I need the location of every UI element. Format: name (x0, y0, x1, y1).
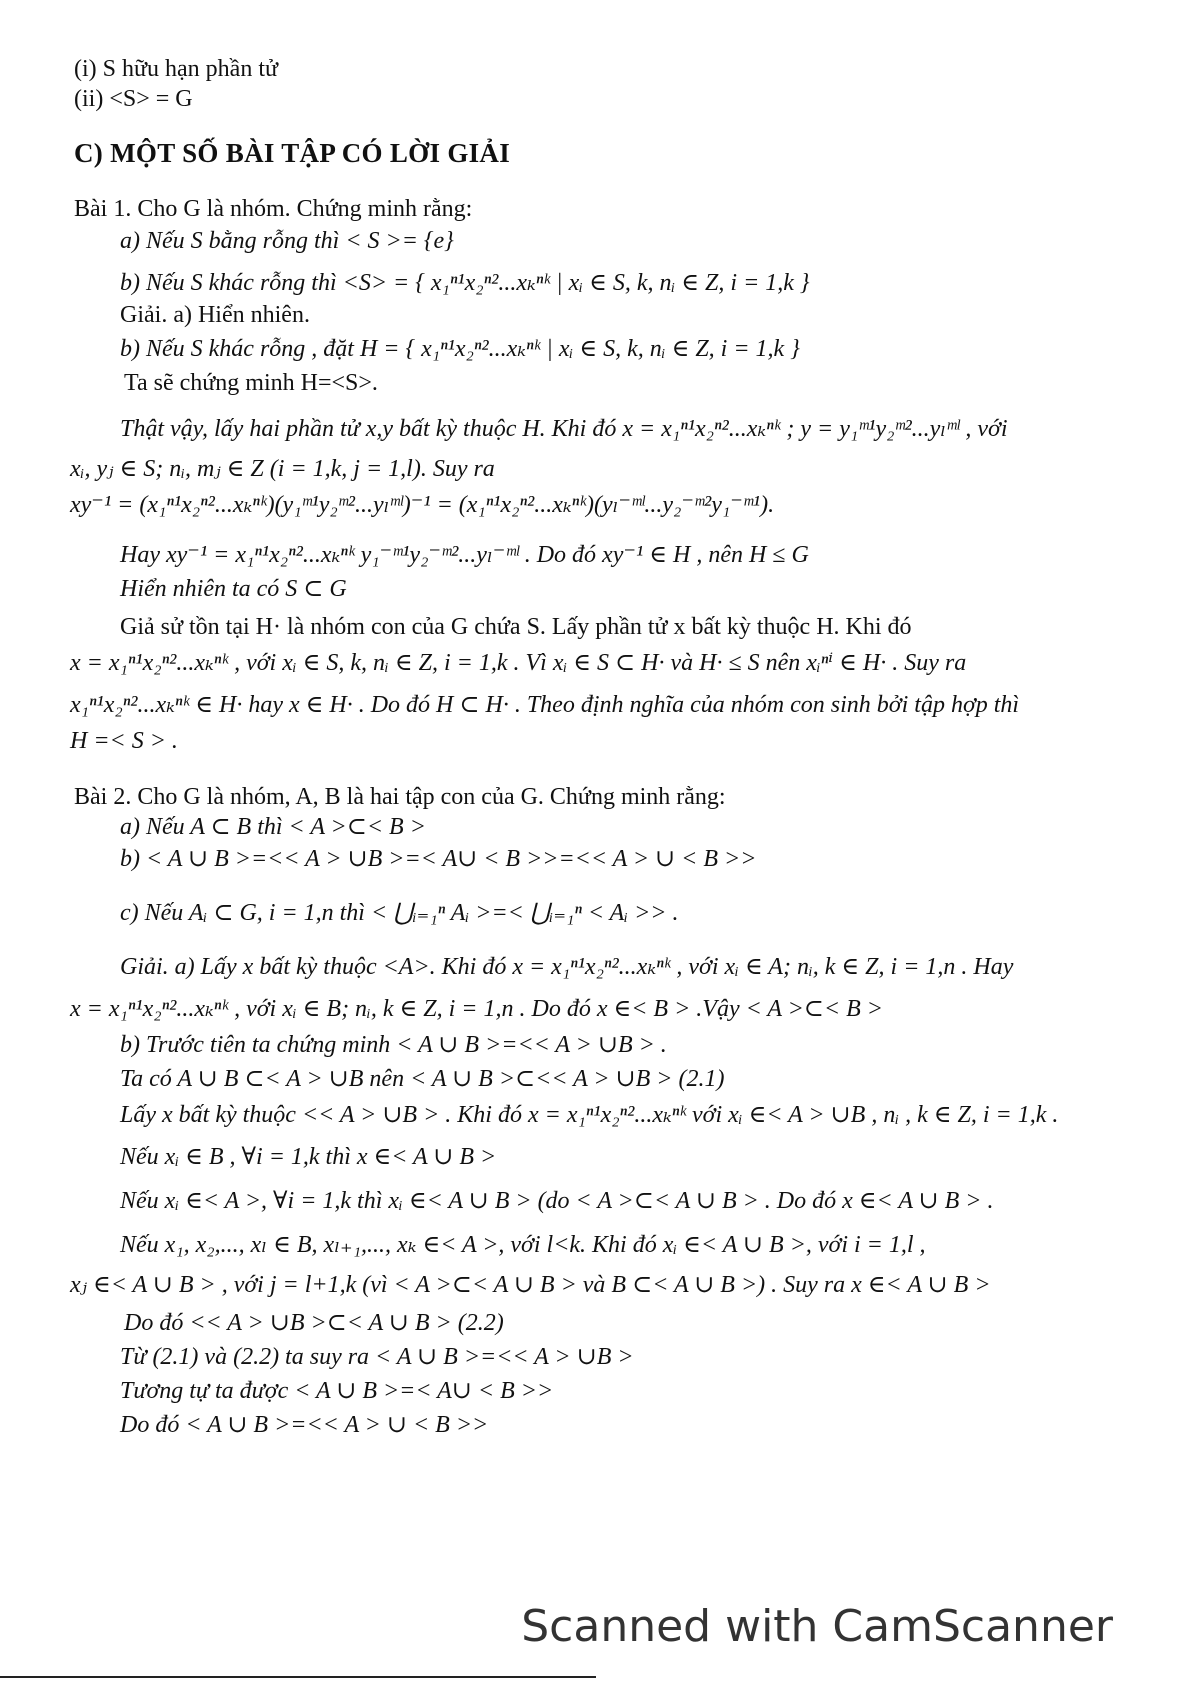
text-line: Lấy x bất kỳ thuộc << A > ∪B > . Khi đó x = x₁ⁿ¹x₂ⁿ²...xₖⁿᵏ với xᵢ ∈< A > ∪B , nᵢ , k ∈ Z, i = 1,k . (120, 1102, 1059, 1128)
text-line: b) Nếu S khác rỗng thì <S> = { x₁ⁿ¹x₂ⁿ²...xₖⁿᵏ | xᵢ ∈ S, k, nᵢ ∈ Z, i = 1,k } (120, 270, 810, 296)
text-line: Từ (2.1) và (2.2) ta suy ra < A ∪ B >=<< A > ∪B > (120, 1344, 634, 1370)
text-line: Nếu xᵢ ∈ B , ∀i = 1,k thì x ∈< A ∪ B > (120, 1144, 497, 1170)
text-line: c) Nếu Aᵢ ⊂ G, i = 1,n thì < ⋃ᵢ₌₁ⁿ Aᵢ >=< ⋃ᵢ₌₁ⁿ < Aᵢ >> . (120, 900, 679, 926)
text-line: b) Nếu S khác rỗng , đặt H = { x₁ⁿ¹x₂ⁿ²...xₖⁿᵏ | xᵢ ∈ S, k, nᵢ ∈ Z, i = 1,k } (120, 336, 800, 362)
text-line: Nếu x₁, x₂,..., xₗ ∈ B, xₗ₊₁,..., xₖ ∈< A >, với l<k. Khi đó xᵢ ∈< A ∪ B >, với i = 1,l , (120, 1232, 926, 1258)
text-line: x₁ⁿ¹x₂ⁿ²...xₖⁿᵏ ∈ H· hay x ∈ H· . Do đó H ⊂ H· . Theo định nghĩa của nhóm con sinh bởi tập hợp thì (70, 692, 1020, 718)
text-line: xᵢ, yⱼ ∈ S; nᵢ, mⱼ ∈ Z (i = 1,k, j = 1,l). Suy ra (70, 456, 495, 482)
text-line: b) < A ∪ B >=<< A > ∪B >=< A∪ < B >>=<< A > ∪ < B >> (120, 846, 757, 872)
list-item: (ii) <S> = G (74, 86, 193, 112)
section-heading: C) MỘT SỐ BÀI TẬP CÓ LỜI GIẢI (74, 138, 511, 168)
text-line: Nếu xᵢ ∈< A >, ∀i = 1,k thì xᵢ ∈< A ∪ B > (do < A >⊂< A ∪ B > . Do đó x ∈< A ∪ B > . (120, 1188, 994, 1214)
text-line: Do đó << A > ∪B >⊂< A ∪ B > (2.2) (124, 1310, 504, 1336)
text-line: b) Trước tiên ta chứng minh < A ∪ B >=<< A > ∪B > . (120, 1032, 667, 1058)
text-line: Hiển nhiên ta có S ⊂ G (120, 576, 347, 602)
equation: xy⁻¹ = (x₁ⁿ¹x₂ⁿ²...xₖⁿᵏ)(y₁ᵐ¹y₂ᵐ²...yₗᵐˡ)⁻¹ = (x₁ⁿ¹x₂ⁿ²...xₖⁿᵏ)(yₗ⁻ᵐˡ...y₂⁻ᵐ²y₁⁻ᵐ¹). (70, 492, 775, 518)
text-line: a) Nếu S bằng rỗng thì < S >= {e} (120, 228, 454, 254)
solution-line: Giải. a) Lấy x bất kỳ thuộc <A>. Khi đó x = x₁ⁿ¹x₂ⁿ²...xₖⁿᵏ , với xᵢ ∈ A; nᵢ, k ∈ Z, i = 1,n . Hay (120, 954, 1014, 980)
text-line: xⱼ ∈< A ∪ B > , với j = l+1,k (vì < A >⊂< A ∪ B > và B ⊂< A ∪ B >) . Suy ra x ∈< A ∪ B > (70, 1272, 991, 1298)
camscanner-watermark: Scanned with CamScanner (521, 1601, 1113, 1652)
text-line: Tương tự ta được < A ∪ B >=< A∪ < B >> (120, 1378, 554, 1404)
exercise-2-statement: Bài 2. Cho G là nhóm, A, B là hai tập con của G. Chứng minh rằng: (74, 784, 726, 810)
text-line: Ta có A ∪ B ⊂< A > ∪B nên < A ∪ B >⊂<< A > ∪B > (2.1) (120, 1066, 725, 1092)
text-line: x = x₁ⁿ¹x₂ⁿ²...xₖⁿᵏ , với xᵢ ∈ B; nᵢ, k ∈ Z, i = 1,n . Do đó x ∈< B > .Vậy < A >⊂< B > (70, 996, 883, 1022)
exercise-1-statement: Bài 1. Cho G là nhóm. Chứng minh rằng: (74, 196, 473, 222)
text-line: Hay xy⁻¹ = x₁ⁿ¹x₂ⁿ²...xₖⁿᵏ y₁⁻ᵐ¹y₂⁻ᵐ²...yₗ⁻ᵐˡ . Do đó xy⁻¹ ∈ H , nên H ≤ G (120, 542, 809, 568)
text-line: H =< S > . (70, 728, 178, 754)
text-line: Ta sẽ chứng minh H=<S>. (124, 370, 378, 396)
bottom-divider (0, 1676, 596, 1678)
text-line: x = x₁ⁿ¹x₂ⁿ²...xₖⁿᵏ , với xᵢ ∈ S, k, nᵢ ∈ Z, i = 1,k . Vì xᵢ ∈ S ⊂ H· và H· ≤ S nên xᵢⁿⁱ ∈ H· . Suy ra (70, 650, 967, 676)
solution-label: Giải. a) Hiển nhiên. (120, 302, 310, 328)
text-line: Thật vậy, lấy hai phần tử x,y bất kỳ thuộc H. Khi đó x = x₁ⁿ¹x₂ⁿ²...xₖⁿᵏ ; y = y₁ᵐ¹y₂ᵐ²...yₗᵐˡ , với (120, 416, 1008, 442)
text-line: a) Nếu A ⊂ B thì < A >⊂< B > (120, 814, 426, 840)
text-line: Giả sử tồn tại H· là nhóm con của G chứa S. Lấy phần tử x bất kỳ thuộc H. Khi đó (120, 614, 912, 640)
list-item: (i) S hữu hạn phần tử (74, 56, 278, 82)
text-line: Do đó < A ∪ B >=<< A > ∪ < B >> (120, 1412, 489, 1438)
